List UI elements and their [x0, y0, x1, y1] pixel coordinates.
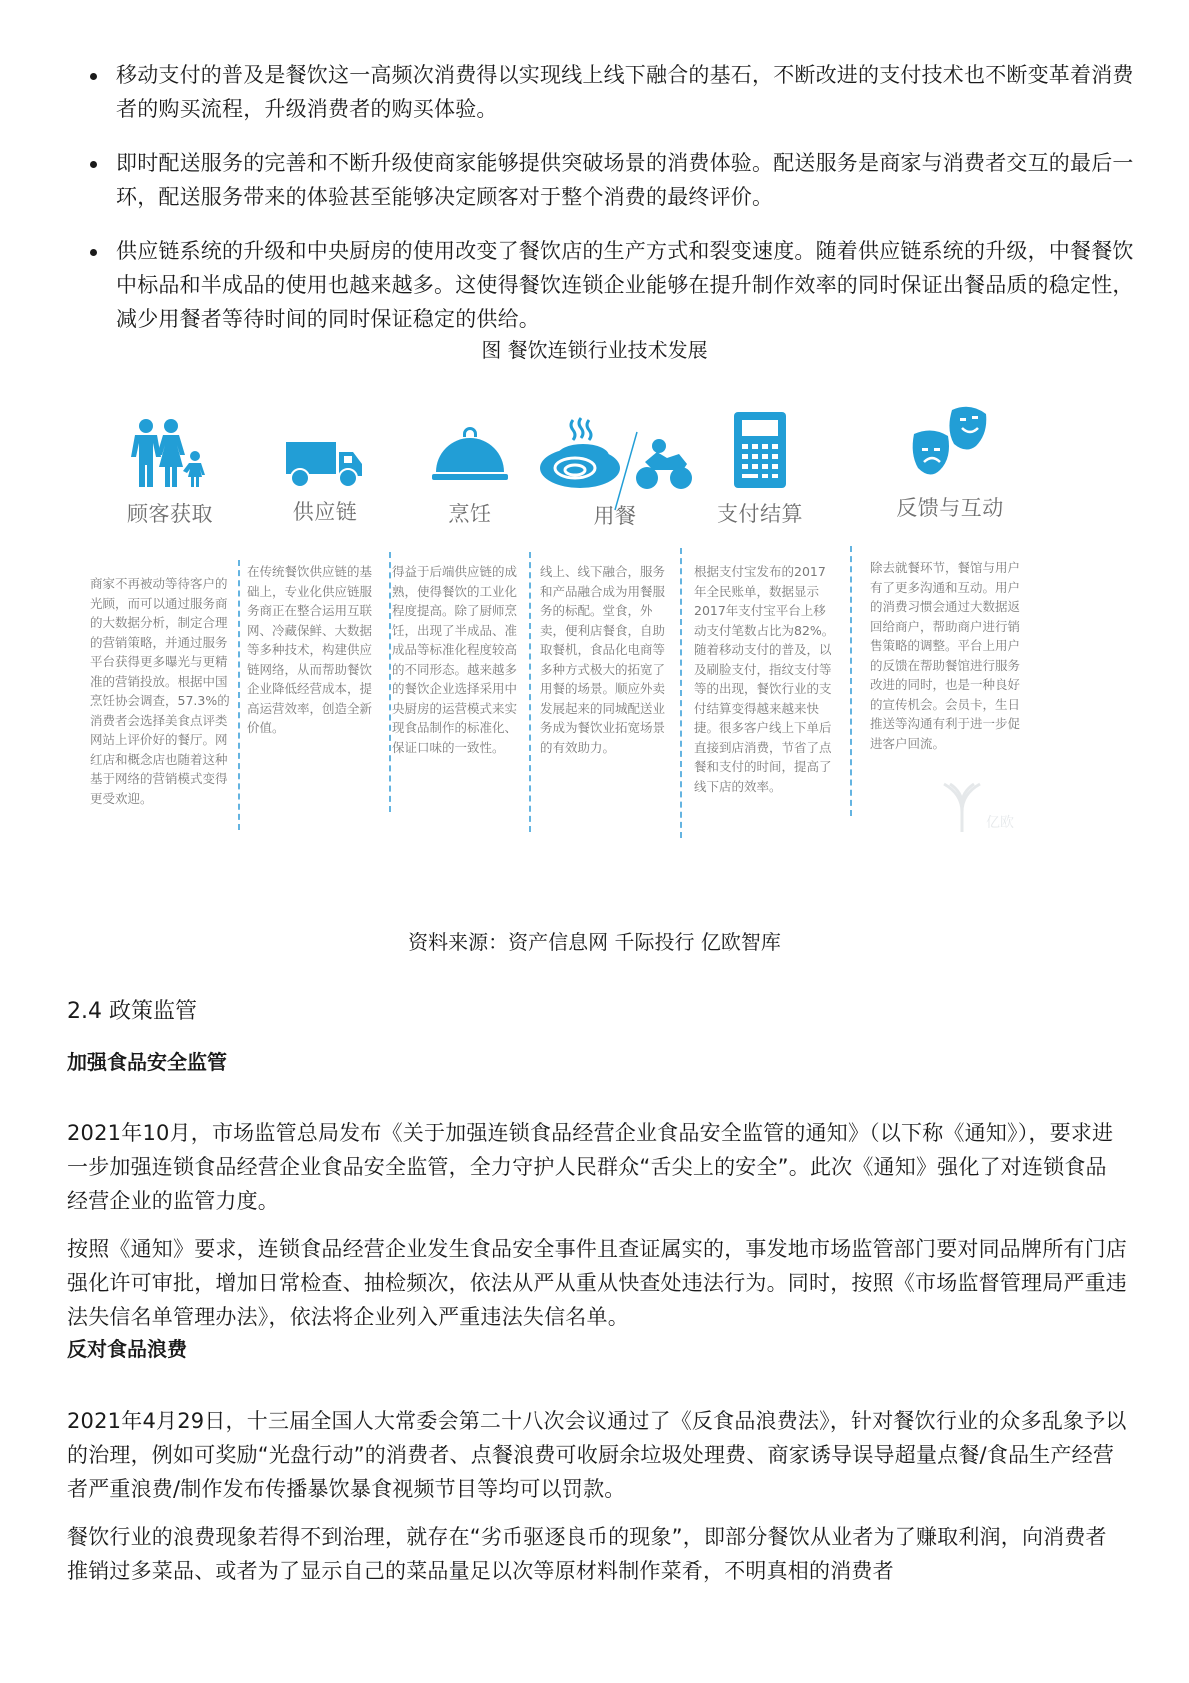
- bullet-dot-icon: [90, 161, 97, 168]
- calculator-icon: [680, 412, 840, 488]
- stage-description-feedback: 除去就餐环节，餐馆与用户有了更多沟通和互动。用户的消费习惯会通过大数据返回给商户，帮助商户进行销售策略的调整。平台上用户的反馈在帮助餐馆进行服务改进的同时，也是一种良好的宣传机会。会员卡，生日推送等沟通有利于进一步促进客户回流。: [870, 560, 1021, 751]
- dish-and-delivery-motorbike-icon: [530, 412, 700, 512]
- stage-label: 支付结算: [717, 502, 803, 526]
- column-divider: [680, 548, 682, 838]
- subsection-heading-food-waste: 反对食品浪费: [67, 1337, 187, 1361]
- stage-payment: [680, 400, 840, 550]
- tech-development-infographic: [90, 400, 1090, 890]
- column-divider: [238, 560, 240, 830]
- paragraph: 按照《通知》要求，连锁食品经营企业发生食品安全事件且查证属实的，事发地市场监管部门要对同品牌所有门店强化许可审批，增加日常检查、抽检频次，依法从严从重从快查处违法行为。同时，按照《市场监督管理局严重违法失信名单管理办法》，依法将企业列入严重违法失信名单。: [67, 1237, 1127, 1329]
- stage-cooking: [390, 400, 550, 550]
- stage-label: 反馈与互动: [896, 496, 1004, 520]
- figure-source: 资料来源：资产信息网 千际投行 亿欧智库: [408, 930, 781, 954]
- paragraph: 2021年4月29日，十三届全国人大常委会第二十八次会议通过了《反食品浪费法》，针对餐饮行业的众多乱象予以的治理，例如可奖励“光盘行动”的消费者、点餐浪费可收厨余垃圾处理费、商家诱导误导超量点餐/食品生产经营者严重浪费/制作发布传播暴饮暴食视频节目等均可以罚款。: [67, 1409, 1127, 1501]
- stage-label: 用餐: [593, 504, 637, 528]
- figure-caption: 图 餐饮连锁行业技术发展: [481, 338, 708, 362]
- stage-supply-chain: [245, 400, 405, 550]
- column-divider: [389, 552, 391, 812]
- stage-label: 顾客获取: [127, 502, 213, 526]
- bullet-dot-icon: [90, 73, 97, 80]
- column-divider: [529, 552, 531, 832]
- bullet-item: 即时配送服务的完善和不断升级使商家能够提供突破场景的消费体验。配送服务是商家与消费者交互的最后一环，配送服务带来的体验甚至能够决定顾客对于整个消费的最终评价。: [84, 146, 1134, 214]
- yiou-watermark-logo: 亿欧: [940, 780, 1030, 840]
- paragraph: 2021年10月，市场监管总局发布《关于加强连锁食品经营企业食品安全监管的通知》（以下称《通知》），要求进一步加强连锁食品经营企业食品安全监管，全力守护人民群众“舌尖上的安全”。此次《通知》强化了对连锁食品经营企业的监管力度。: [67, 1121, 1114, 1213]
- bullet-item: 供应链系统的升级和中央厨房的使用改变了餐饮店的生产方式和裂变速度。随着供应链系统的升级，中餐餐饮中标品和半成品的使用也越来越多。这使得餐饮连锁企业能够在提升制作效率的同时保证出餐品质的稳定性，减少用餐者等待时间的同时保证稳定的供给。: [84, 234, 1134, 336]
- tech-bullet-list: [84, 58, 1134, 356]
- column-divider: [850, 546, 852, 816]
- food-cloche-icon: [390, 422, 550, 482]
- stage-description-cooking: 得益于后端供应链的成熟，使得餐饮的工业化程度提高。除了厨师烹饪，出现了半成品、准成品等标准化程度较高的不同形态。越来越多的餐饮企业选择采用中央厨房的运营模式来实现食品制作的标准化、保证口味的一致性。: [392, 564, 518, 755]
- family-icon: [90, 420, 250, 488]
- stage-description-payment: 根据支付宝发布的2017年全民账单，数据显示2017年支付宝平台上移动支付笔数占比为82%。随着移动支付的普及，以及刷脸支付，指纹支付等等的出现，餐饮行业的支付结算变得越来越来快捷。很多客户线上下单后直接到店消费，节省了点餐和支付的时间，提高了线下店的效率。: [694, 564, 835, 794]
- bullet-dot-icon: [90, 249, 97, 256]
- stage-description-customer-acquisition: 商家不再被动等待客户的光顾，而可以通过服务商的大数据分析，制定合理的营销策略，并通过服务平台获得更多曝光与更精准的营销投放。根据中国烹饪协会调查，57.3%的消费者会选择美食点评类网站上评价好的餐厅。网红店和概念店也随着这种基于网络的营销模式变得更受欢迎。: [90, 576, 230, 806]
- paragraph: 餐饮行业的浪费现象若得不到治理，就存在“劣币驱逐良币的现象”，即部分餐饮从业者为了赚取利润，向消费者推销过多菜品、或者为了显示自己的菜品量足以次等原材料制作菜肴，不明真相的消费者: [67, 1525, 1107, 1583]
- stage-label: 烹饪: [448, 502, 492, 526]
- section-heading: 2.4 政策监管: [67, 999, 197, 1024]
- delivery-truck-icon: [245, 438, 405, 488]
- stage-dining: [530, 400, 700, 550]
- stage-customer-acquisition: [90, 400, 250, 550]
- theater-masks-icon: [870, 400, 1030, 480]
- bullet-item: 移动支付的普及是餐饮这一高频次消费得以实现线上线下融合的基石，不断改进的支付技术也不断变革着消费者的购买流程，升级消费者的购买体验。: [84, 58, 1134, 126]
- stage-description-supply-chain: 在传统餐饮供应链的基础上，专业化供应链服务商正在整合运用互联网、冷藏保鲜、大数据等多种技术，构建供应链网络，从而帮助餐饮企业降低经营成本，提高运营效率，创造全新价值。: [247, 564, 373, 735]
- subsection-heading-food-safety: 加强食品安全监管: [67, 1050, 227, 1074]
- stage-label: 供应链: [292, 500, 358, 524]
- stage-description-dining: 线上、线下融合，服务和产品融合成为用餐服务的标配。堂食，外卖，便利店餐食，自助取餐机，食品化电商等多种方式极大的拓宽了用餐的场景。顺应外卖发展起来的同城配送业务成为餐饮业拓宽场景的有效助力。: [540, 564, 666, 755]
- stage-feedback: [870, 400, 1030, 550]
